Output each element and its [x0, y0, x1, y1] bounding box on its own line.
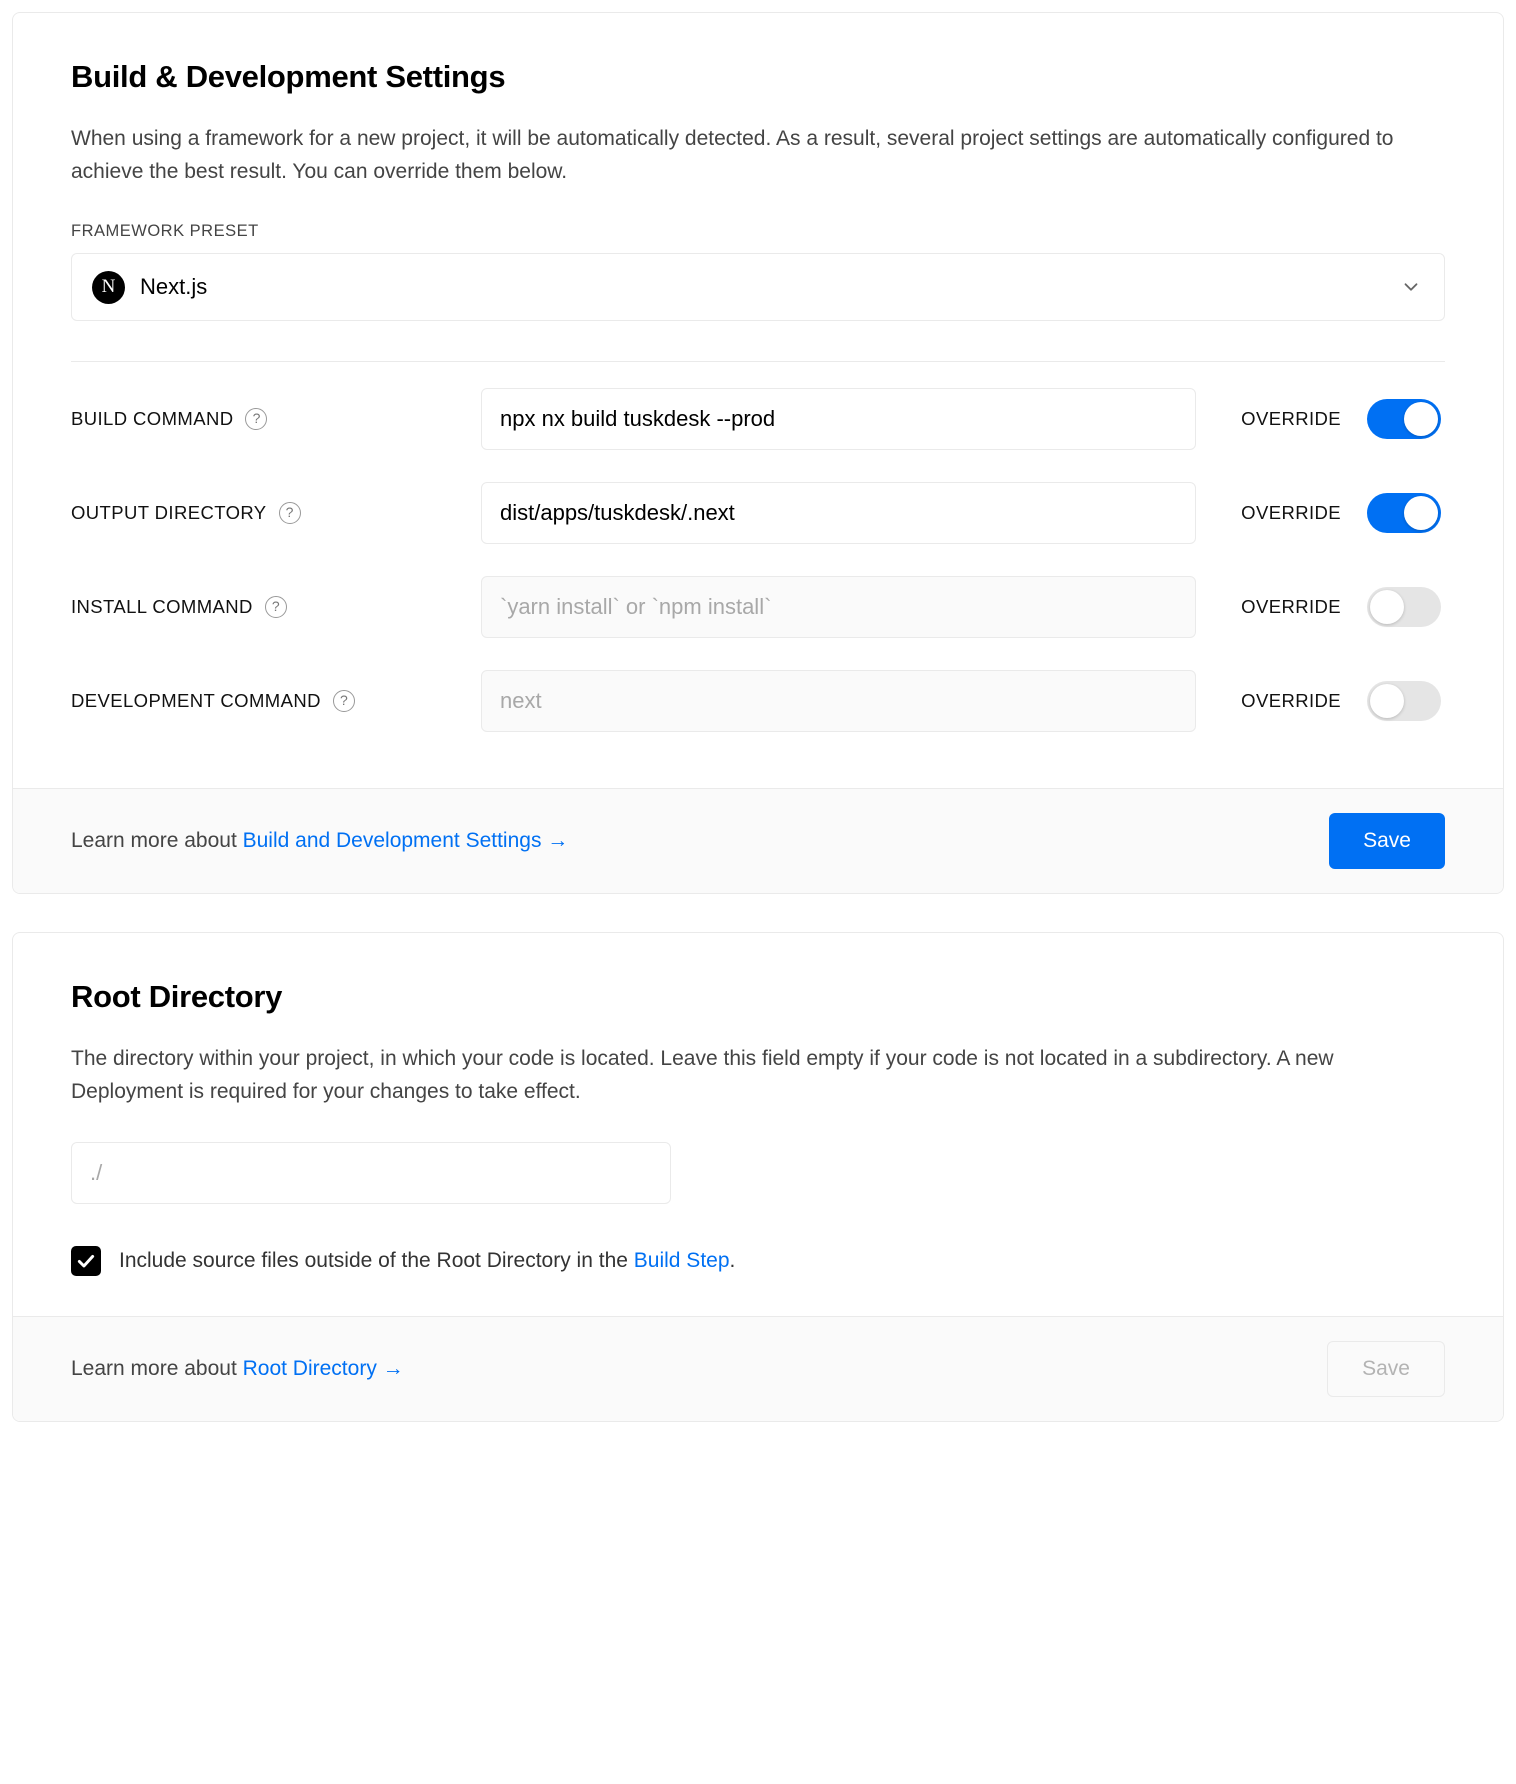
development-command-label-group [71, 690, 481, 712]
output-directory-override-group [1196, 493, 1445, 533]
override-label: OVERRIDE [1241, 408, 1341, 430]
build-settings-body [13, 13, 1503, 788]
override-label: OVERRIDE [1241, 690, 1341, 712]
override-label: OVERRIDE [1241, 596, 1341, 618]
output-directory-row [71, 466, 1445, 560]
install-command-row [71, 560, 1445, 654]
help-icon[interactable]: ? [245, 408, 267, 430]
root-directory-title: Root Directory [71, 979, 283, 1015]
root-directory-input[interactable] [71, 1142, 671, 1204]
root-directory-description: The directory within your project, in which your code is located. Leave this field empty if your code is not located in a subdirectory. A new Deployment is required for your changes to take effect. [71, 1047, 1334, 1103]
include-source-files-row [71, 1246, 1445, 1276]
framework-preset-select[interactable] [71, 253, 1445, 321]
install-command-label: INSTALL COMMAND [71, 596, 253, 618]
include-source-files-period: . [729, 1249, 736, 1273]
build-settings-learn-more [71, 829, 568, 853]
build-settings-learn-link[interactable]: Build and Development Settings → [242, 829, 569, 853]
help-icon[interactable]: ? [279, 502, 301, 524]
help-icon[interactable]: ? [265, 596, 287, 618]
development-command-override-toggle[interactable] [1367, 681, 1441, 721]
help-icon[interactable]: ? [333, 690, 355, 712]
page-title: Build & Development Settings [71, 59, 506, 94]
development-command-label: DEVELOPMENT COMMAND [71, 690, 321, 712]
check-icon [76, 1251, 96, 1271]
root-directory-footer [13, 1316, 1503, 1421]
output-directory-override-toggle[interactable] [1367, 493, 1441, 533]
build-settings-card [12, 12, 1504, 894]
build-command-input[interactable] [481, 388, 1196, 450]
development-command-input[interactable] [481, 670, 1196, 732]
root-directory-body [13, 933, 1503, 1316]
learn-more-prefix: Learn more about [71, 829, 243, 853]
install-command-label-group [71, 596, 481, 618]
build-command-override-toggle[interactable] [1367, 399, 1441, 439]
build-command-label: BUILD COMMAND [71, 408, 234, 430]
save-build-settings-button[interactable]: Save [1329, 813, 1445, 869]
build-settings-footer [13, 788, 1503, 893]
output-directory-label: OUTPUT DIRECTORY [71, 502, 267, 524]
build-settings-description: When using a framework for a new project, it will be automatically detected. As a result, several project settings are automatically configured to achieve the best result. You can override them below. [71, 127, 1394, 183]
install-command-input[interactable] [481, 576, 1196, 638]
include-source-files-label [119, 1249, 735, 1273]
build-command-label-group [71, 408, 481, 430]
chevron-down-icon [1400, 276, 1422, 298]
section-divider [71, 361, 1445, 362]
root-directory-learn-more [71, 1357, 404, 1381]
install-command-override-group [1196, 587, 1445, 627]
root-directory-card [12, 932, 1504, 1422]
build-command-row [71, 372, 1445, 466]
framework-preset-label: FRAMEWORK PRESET [71, 222, 259, 241]
override-label: OVERRIDE [1241, 502, 1341, 524]
output-directory-label-group [71, 502, 481, 524]
framework-preset-value: Next.js [140, 274, 208, 300]
development-command-row [71, 654, 1445, 748]
learn-more-prefix: Learn more about [71, 1357, 243, 1381]
include-source-files-checkbox[interactable] [71, 1246, 101, 1276]
install-command-override-toggle[interactable] [1367, 587, 1441, 627]
nextjs-logo-icon: N [92, 271, 125, 304]
include-source-files-text: Include source files outside of the Root Directory in the [119, 1249, 634, 1273]
save-root-directory-button[interactable]: Save [1327, 1341, 1445, 1397]
root-directory-learn-link[interactable]: Root Directory → [242, 1357, 404, 1381]
build-step-link[interactable]: Build Step [633, 1249, 730, 1273]
build-command-override-group [1196, 399, 1445, 439]
output-directory-input[interactable] [481, 482, 1196, 544]
development-command-override-group [1196, 681, 1445, 721]
